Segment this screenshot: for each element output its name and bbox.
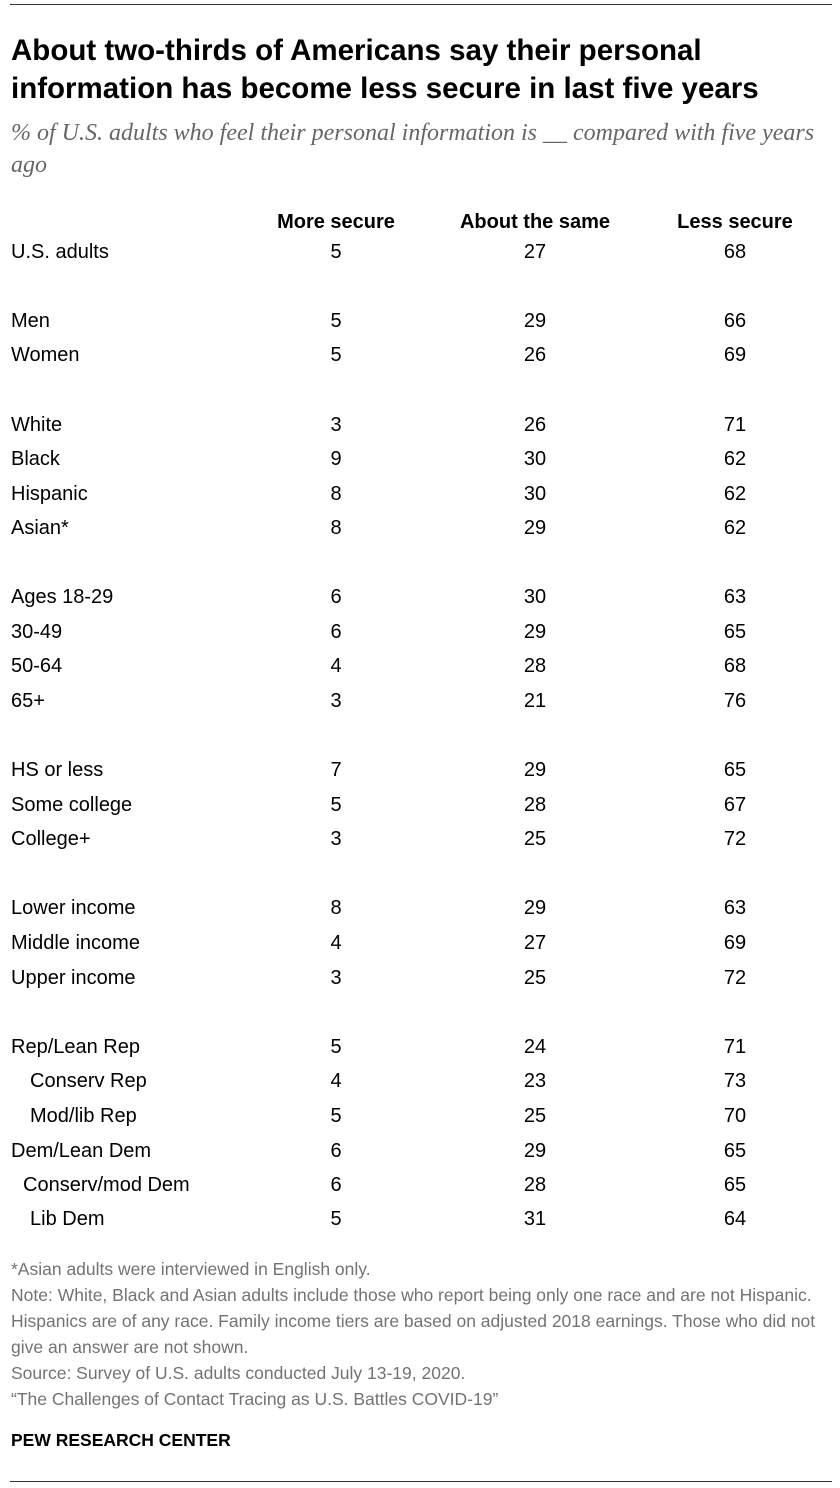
row-label: Rep/Lean Rep	[11, 1036, 140, 1058]
value-about-the-same: 25	[523, 828, 547, 850]
value-more-secure: 8	[330, 897, 342, 919]
value-about-the-same: 31	[523, 1208, 547, 1230]
table-row	[0, 893, 840, 923]
value-more-secure: 8	[330, 483, 342, 505]
table-row	[0, 928, 840, 958]
value-more-secure: 7	[330, 759, 342, 781]
row-label: Hispanic	[11, 483, 88, 505]
row-label: Conserv/mod Dem	[23, 1174, 190, 1196]
row-label: Some college	[11, 794, 133, 816]
row-label: Middle income	[11, 932, 140, 954]
value-about-the-same: 21	[523, 690, 547, 712]
value-more-secure: 5	[330, 794, 342, 816]
table-row	[0, 1032, 840, 1062]
value-more-secure: 6	[330, 586, 342, 608]
value-about-the-same: 28	[523, 794, 547, 816]
value-less-secure: 63	[723, 897, 747, 919]
value-more-secure: 3	[330, 690, 342, 712]
row-label: Upper income	[11, 967, 136, 989]
bottom-rule	[10, 1481, 832, 1482]
value-about-the-same: 24	[523, 1036, 547, 1058]
table-row	[0, 444, 840, 474]
value-more-secure: 5	[330, 1208, 342, 1230]
table-row	[0, 1204, 840, 1234]
value-more-secure: 5	[330, 241, 342, 263]
value-about-the-same: 29	[523, 517, 547, 539]
value-about-the-same: 28	[523, 1174, 547, 1196]
value-about-the-same: 27	[523, 241, 547, 263]
value-less-secure: 70	[723, 1105, 747, 1127]
column-header-less-secure: Less secure	[677, 211, 793, 233]
value-about-the-same: 28	[523, 655, 547, 677]
table-row	[0, 824, 840, 854]
table-row	[0, 479, 840, 509]
value-less-secure: 64	[723, 1208, 747, 1230]
row-label: Conserv Rep	[30, 1070, 147, 1092]
row-label: Ages 18-29	[11, 586, 114, 608]
value-about-the-same: 29	[523, 897, 547, 919]
value-about-the-same: 29	[523, 1140, 547, 1162]
value-less-secure: 73	[723, 1070, 747, 1092]
row-label: Lower income	[11, 897, 136, 919]
top-rule	[10, 4, 832, 5]
table-row	[0, 410, 840, 440]
value-about-the-same: 26	[523, 344, 547, 366]
value-more-secure: 3	[330, 967, 342, 989]
methodology-note: Note: White, Black and Asian adults include those who report being only one race and are not Hispanic. Hispanics are of any race. Family income tiers are based on adjusted 2018 earnings. Those who did not give an answer are not shown.	[11, 1285, 816, 1357]
notes-block	[11, 1256, 826, 1412]
value-more-secure: 5	[330, 1036, 342, 1058]
chart-subtitle: % of U.S. adults who feel their personal information is __ compared with five years ago	[11, 120, 815, 178]
value-more-secure: 4	[330, 1070, 342, 1092]
value-less-secure: 68	[723, 241, 747, 263]
value-more-secure: 8	[330, 517, 342, 539]
value-less-secure: 71	[723, 414, 747, 436]
value-less-secure: 65	[723, 1174, 747, 1196]
table-row	[0, 306, 840, 336]
value-about-the-same: 25	[523, 1105, 547, 1127]
value-less-secure: 68	[723, 655, 747, 677]
table-row	[0, 651, 840, 681]
row-label: White	[11, 414, 63, 436]
value-more-secure: 6	[330, 1140, 342, 1162]
value-about-the-same: 26	[523, 414, 547, 436]
table-row	[0, 617, 840, 647]
row-label: Black	[11, 448, 60, 470]
table-row	[0, 686, 840, 716]
value-less-secure: 69	[723, 932, 747, 954]
table-row	[0, 513, 840, 543]
table-row	[0, 790, 840, 820]
value-about-the-same: 29	[523, 621, 547, 643]
value-less-secure: 62	[723, 483, 747, 505]
chart-title: About two-thirds of Americans say their personal information has become less secure in last five years	[11, 34, 759, 105]
value-more-secure: 6	[330, 621, 342, 643]
value-about-the-same: 29	[523, 310, 547, 332]
value-less-secure: 69	[723, 344, 747, 366]
table-row	[0, 1066, 840, 1096]
column-header-about-the-same: About the same	[459, 211, 611, 233]
value-more-secure: 3	[330, 414, 342, 436]
row-label: 30-49	[11, 621, 63, 643]
row-label: Asian*	[11, 517, 69, 539]
value-less-secure: 65	[723, 621, 747, 643]
table-row	[0, 1101, 840, 1131]
value-about-the-same: 25	[523, 967, 547, 989]
value-less-secure: 76	[723, 690, 747, 712]
report-title: “The Challenges of Contact Tracing as U.S. Battles COVID-19”	[11, 1389, 499, 1409]
row-label: Dem/Lean Dem	[11, 1140, 152, 1162]
value-about-the-same: 23	[523, 1070, 547, 1092]
value-less-secure: 67	[723, 794, 747, 816]
table-row	[0, 237, 840, 267]
value-about-the-same: 29	[523, 759, 547, 781]
table-row	[0, 963, 840, 993]
value-more-secure: 6	[330, 1174, 342, 1196]
row-label: Women	[11, 344, 80, 366]
value-more-secure: 9	[330, 448, 342, 470]
value-more-secure: 5	[330, 310, 342, 332]
table-row	[0, 1136, 840, 1166]
value-less-secure: 65	[723, 1140, 747, 1162]
value-more-secure: 4	[330, 932, 342, 954]
row-label: Men	[11, 310, 50, 332]
value-less-secure: 71	[723, 1036, 747, 1058]
row-label: College+	[11, 828, 91, 850]
row-label: Lib Dem	[30, 1208, 105, 1230]
value-about-the-same: 27	[523, 932, 547, 954]
value-less-secure: 65	[723, 759, 747, 781]
row-label: Mod/lib Rep	[30, 1105, 137, 1127]
value-about-the-same: 30	[523, 483, 547, 505]
value-less-secure: 62	[723, 448, 747, 470]
source-note: Source: Survey of U.S. adults conducted July 13-19, 2020.	[11, 1363, 466, 1383]
table-row	[0, 755, 840, 785]
row-label: 50-64	[11, 655, 63, 677]
row-label: 65+	[11, 690, 45, 712]
value-less-secure: 62	[723, 517, 747, 539]
value-more-secure: 4	[330, 655, 342, 677]
source-organization: PEW RESEARCH CENTER	[11, 1430, 231, 1450]
value-about-the-same: 30	[523, 586, 547, 608]
row-label: HS or less	[11, 759, 104, 781]
value-less-secure: 66	[723, 310, 747, 332]
value-more-secure: 3	[330, 828, 342, 850]
value-less-secure: 63	[723, 586, 747, 608]
table-row	[0, 1170, 840, 1200]
asian-footnote: *Asian adults were interviewed in English only.	[11, 1259, 371, 1279]
column-header-more-secure: More secure	[277, 211, 395, 233]
row-label: U.S. adults	[11, 241, 109, 263]
value-about-the-same: 30	[523, 448, 547, 470]
value-more-secure: 5	[330, 1105, 342, 1127]
value-less-secure: 72	[723, 967, 747, 989]
table-row	[0, 340, 840, 370]
value-more-secure: 5	[330, 344, 342, 366]
value-less-secure: 72	[723, 828, 747, 850]
table-row	[0, 582, 840, 612]
